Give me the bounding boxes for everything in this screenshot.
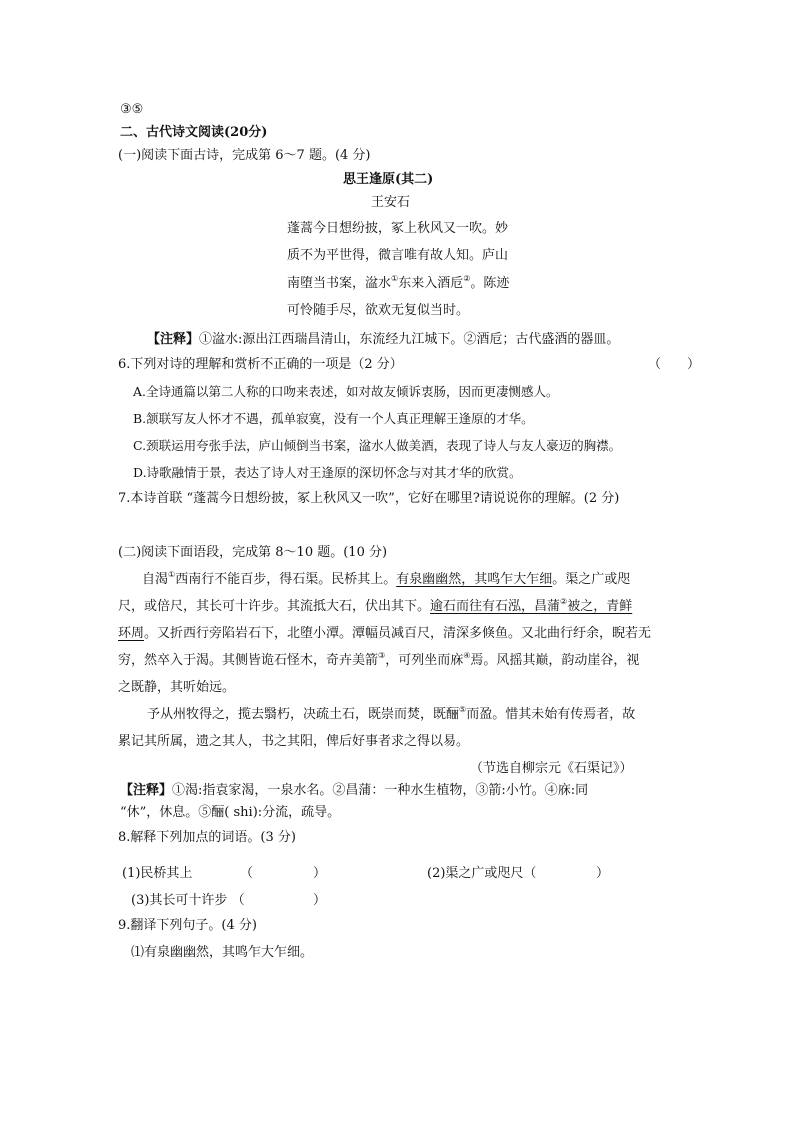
q8-item-1: (1)民桥其上 bbox=[122, 866, 193, 881]
q8-item-3: (3)其长可十许步 （ bbox=[131, 893, 245, 908]
passage-line-7: 累记其所属，遗之其人，书之其阳，俾后好事者求之得以易。 bbox=[118, 734, 470, 749]
q6-option-c: C.颈联运用夸张手法，庐山倾倒当书案，湓水人做美酒，表现了诗人与友人豪迈的胸襟。 bbox=[133, 438, 622, 453]
part1-intro: (一)阅读下面古诗，完成第 6～7 题。(4 分) bbox=[118, 148, 371, 163]
q8-item-1-blank-close: ） bbox=[313, 866, 327, 881]
q8-item-2: (2)渠之广或咫尺（ bbox=[427, 866, 537, 881]
q6-option-a: A.全诗通篇以第二人称的口吻来表述，如对故友倾诉衷肠，因而更凄恻感人。 bbox=[133, 384, 559, 399]
poem-line-4: 可怜随手尽，欲欢无复似当时。 bbox=[287, 303, 470, 318]
poem-note: 【注释】①湓水:源出江西瑞昌清山，东流经九江城下。②酒卮；古代盛酒的器皿。 bbox=[147, 332, 620, 347]
q8-item-2-blank-close: ） bbox=[596, 866, 610, 881]
poem-author: 王安石 bbox=[371, 195, 411, 210]
q6-option-d: D.诗歌融情于景，表达了诗人对王逢原的深切怀念与对其才华的欣赏。 bbox=[133, 465, 522, 480]
q6-stem: 6.下列对诗的理解和赏析不正确的一项是（2 分） bbox=[118, 357, 403, 372]
poem-title: 思王逢原(其二) bbox=[343, 172, 434, 187]
q8-stem: 8.解释下列加点的词语。(3 分) bbox=[118, 830, 296, 845]
passage-source: （节选自柳宗元《石渠记》） bbox=[470, 761, 633, 776]
section-heading: 二、古代诗文阅读(20分) bbox=[120, 125, 268, 140]
q9-item-1: ⑴有泉幽幽然，其鸣乍大乍细。 bbox=[131, 945, 314, 960]
passage-line-6: 予从州牧得之，揽去翳朽，决疏土石，既崇而焚，既酾⑤而盈。惜其未始有传焉者，故 bbox=[147, 705, 636, 722]
passage-line-5: 之既静，其听始远。 bbox=[118, 680, 236, 695]
q6-answer-blank: （ ） bbox=[648, 357, 701, 372]
top-answer: ③⑤ bbox=[120, 102, 144, 117]
q8-item-1-blank-open: （ bbox=[240, 866, 254, 881]
poem-line-3: 南堕当书案，湓水①东来入酒卮②。陈迹 bbox=[287, 274, 510, 291]
passage-note-cont: “休”，休息。⑤酾( shi):分流，疏导。 bbox=[120, 805, 341, 820]
passage-line-4: 穷，然卒入于渴。其侧皆诡石怪木，奇卉美箭③，可列坐而庥④焉。风摇其巅，韵动崖谷，视 bbox=[118, 651, 640, 668]
q8-item-3-blank-close: ） bbox=[313, 893, 327, 908]
part2-intro: (二)阅读下面语段，完成第 8～10 题。(10 分) bbox=[118, 545, 388, 560]
passage-line-3: 环周。又折西行旁陷岩石下，北堕小潭。潭幅员减百尺，清深多倏鱼。又北曲行纡余，睨若无 bbox=[118, 626, 652, 641]
poem-line-1: 蓬蒿今日想纷披，冢上秋风又一吹。妙 bbox=[287, 221, 509, 236]
poem-line-2: 质不为平世得，微言唯有故人知。庐山 bbox=[287, 248, 509, 263]
passage-note: 【注释】①渴:指袁家渴，一泉水名。②昌蒲：一种水生植物，③箭:小竹。④庥:同 bbox=[120, 783, 589, 798]
q7-question: 7.本诗首联 “蓬蒿今日想纷披，冢上秋风又一吹”，它好在哪里?请说说你的理解。(2 分) bbox=[118, 491, 620, 506]
q9-stem: 9.翻译下列句子。(4 分) bbox=[118, 918, 257, 933]
q6-option-b: B.颔联写友人怀才不遇，孤单寂寞，没有一个人真正理解王逢原的才华。 bbox=[133, 411, 534, 426]
passage-line-2: 尺，或倍尺，其长可十许步。其流抵大石，伏出其下。逾石而往有石泓，昌蒲②被之，青鲜 bbox=[118, 597, 633, 614]
passage-line-1: 自渴①西南行不能百步，得石渠。民桥其上。有泉幽幽然，其鸣乍大乍细。渠之广或咫 bbox=[142, 570, 631, 587]
